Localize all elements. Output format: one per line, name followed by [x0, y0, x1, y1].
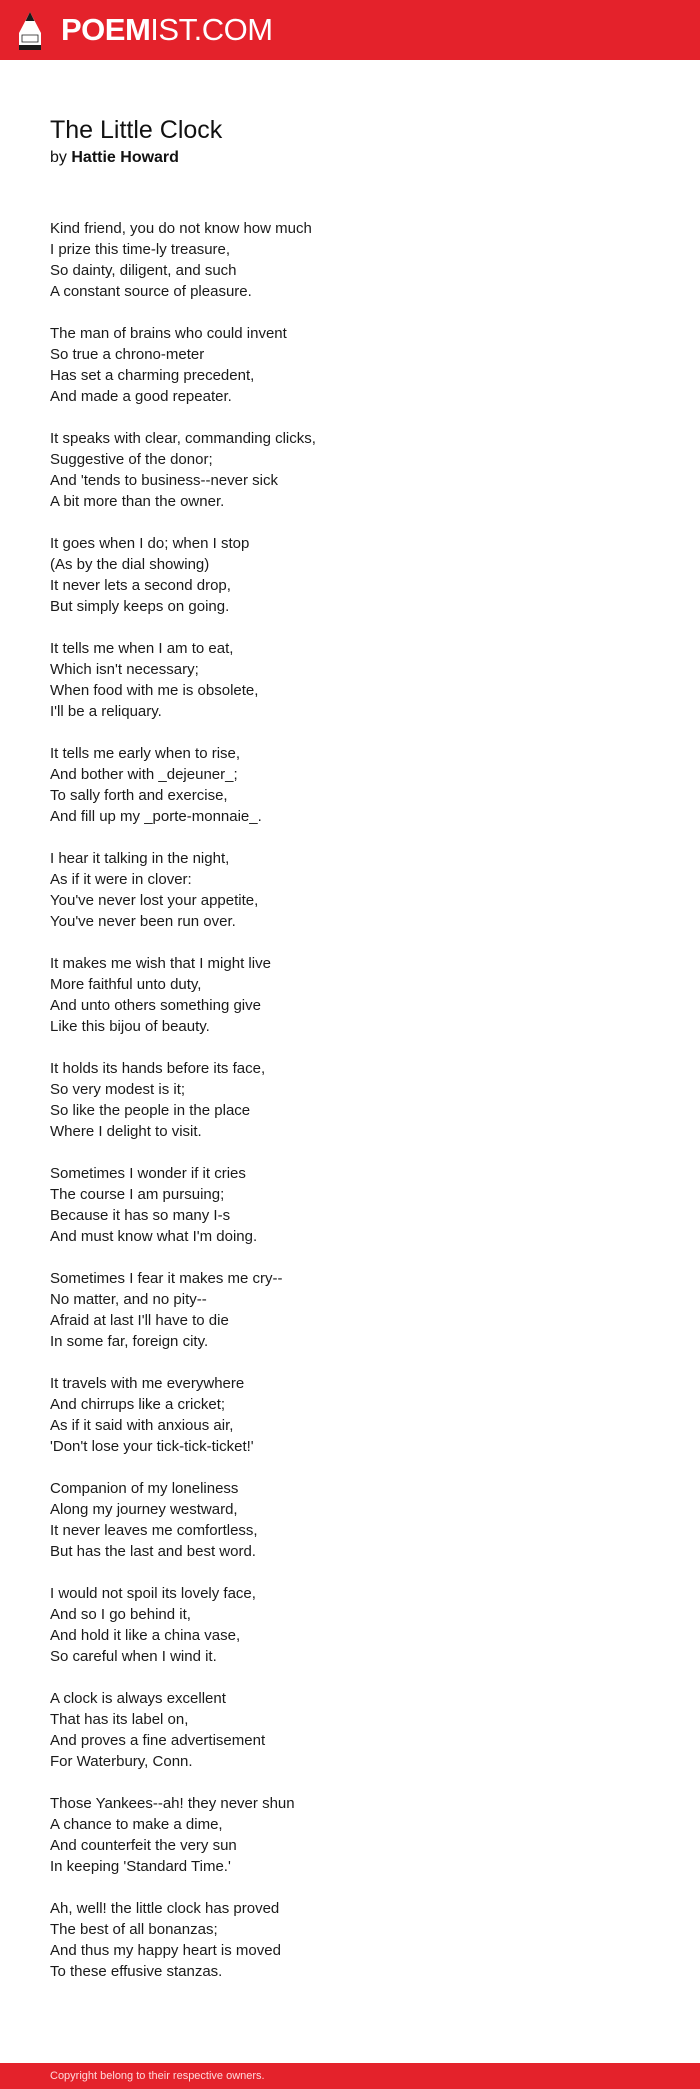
poem-line: You've never been run over. [50, 913, 236, 930]
poem-line: It never leaves me comfortless, [50, 1522, 258, 1539]
poem-line: Afraid at last I'll have to die [50, 1312, 229, 1329]
poem-line: As if it were in clover: [50, 871, 192, 888]
poem-line: So true a chrono-meter [50, 346, 205, 363]
poem-line: So careful when I wind it. [50, 1648, 217, 1665]
stanza [50, 1058, 650, 1142]
poem-line: I prize this time-ly treasure, [50, 241, 231, 258]
poem-line: As if it said with anxious air, [50, 1417, 234, 1434]
poem-line: And bother with _dejeuner_; [50, 766, 238, 783]
poem-line: And thus my happy heart is moved [50, 1942, 281, 1959]
poem-line: Ah, well! the little clock has proved [50, 1900, 280, 1917]
poem-line: It tells me when I am to eat, [50, 640, 234, 657]
poem-byline [50, 148, 179, 168]
poem-line: In some far, foreign city. [50, 1333, 209, 1350]
poem-line: Those Yankees--ah! they never shun [50, 1795, 295, 1812]
author-name: Hattie Howard [71, 149, 179, 166]
poem-line: The best of all bonanzas; [50, 1921, 218, 1938]
poem-line: Suggestive of the donor; [50, 451, 213, 468]
poem-line: (As by the dial showing) [50, 556, 210, 573]
by-label: by [50, 149, 67, 166]
poem-line: And must know what I'm doing. [50, 1228, 258, 1245]
poem-line: To these effusive stanzas. [50, 1963, 223, 1980]
poem-line: A constant source of pleasure. [50, 283, 252, 300]
poem-line: But simply keeps on going. [50, 598, 230, 615]
poem-line: Has set a charming precedent, [50, 367, 255, 384]
poem-line: And so I go behind it, [50, 1606, 191, 1623]
poem-line: The course I am pursuing; [50, 1186, 225, 1203]
poem-line: I'll be a reliquary. [50, 703, 162, 720]
poem-line: And unto others something give [50, 997, 261, 1014]
poem-line: It goes when I do; when I stop [50, 535, 250, 552]
stanza [50, 533, 650, 617]
poem-line: It travels with me everywhere [50, 1375, 245, 1392]
logo-light-text: IST.COM [150, 12, 273, 47]
stanza [50, 1793, 650, 1877]
stanza [50, 323, 650, 407]
stanza [50, 1688, 650, 1772]
poem-line: But has the last and best word. [50, 1543, 256, 1560]
poem-line: When food with me is obsolete, [50, 682, 259, 699]
poem-line: More faithful unto duty, [50, 976, 202, 993]
poem-line: Kind friend, you do not know how much [50, 220, 312, 237]
poem-line: A clock is always excellent [50, 1690, 226, 1707]
poem-line: Sometimes I fear it makes me cry-- [50, 1270, 283, 1287]
poem-title: The Little Clock [50, 116, 223, 144]
poem-line: A bit more than the owner. [50, 493, 225, 510]
copyright-text: Copyright belong to their respective owners. [50, 2070, 265, 2082]
poem-line: So like the people in the place [50, 1102, 251, 1119]
poem-line: So very modest is it; [50, 1081, 186, 1098]
poem-line: It holds its hands before its face, [50, 1060, 266, 1077]
poem-line: It never lets a second drop, [50, 577, 231, 594]
site-footer [0, 2063, 700, 2089]
poem-line: And proves a fine advertisement [50, 1732, 266, 1749]
pencil-logo-icon[interactable] [18, 11, 42, 51]
poem-line: You've never lost your appetite, [50, 892, 259, 909]
stanza [50, 848, 650, 932]
poem-line: And fill up my _porte-monnaie_. [50, 808, 262, 825]
poem-line: And chirrups like a cricket; [50, 1396, 226, 1413]
logo-bold-text: POEM [61, 12, 151, 47]
poem-line: I would not spoil its lovely face, [50, 1585, 256, 1602]
poem-line: And made a good repeater. [50, 388, 232, 405]
poem-line: Companion of my loneliness [50, 1480, 239, 1497]
poem-line: That has its label on, [50, 1711, 189, 1728]
poem-line: Along my journey westward, [50, 1501, 238, 1518]
poem-line: And hold it like a china vase, [50, 1627, 241, 1644]
poem-line: It makes me wish that I might live [50, 955, 271, 972]
stanza [50, 638, 650, 722]
stanza [50, 1898, 650, 1982]
poem-line: Where I delight to visit. [50, 1123, 202, 1140]
poem-line: No matter, and no pity-- [50, 1291, 207, 1308]
poem-line: Which isn't necessary; [50, 661, 199, 678]
stanza [50, 428, 650, 512]
poem-line: To sally forth and exercise, [50, 787, 228, 804]
stanza [50, 1268, 650, 1352]
stanza [50, 743, 650, 827]
poem-line: A chance to make a dime, [50, 1816, 223, 1833]
poem-line: Sometimes I wonder if it cries [50, 1165, 246, 1182]
stanza [50, 1478, 650, 1562]
poem-line: The man of brains who could invent [50, 325, 287, 342]
poem-line: Like this bijou of beauty. [50, 1018, 210, 1035]
site-logo[interactable] [61, 13, 273, 47]
stanza [50, 953, 650, 1037]
stanza [50, 1373, 650, 1457]
site-header [0, 0, 700, 60]
stanza [50, 218, 650, 302]
poem-line: And counterfeit the very sun [50, 1837, 237, 1854]
poem-line: It speaks with clear, commanding clicks, [50, 430, 316, 447]
poem-line: For Waterbury, Conn. [50, 1753, 193, 1770]
poem-line: It tells me early when to rise, [50, 745, 241, 762]
poem-line: In keeping 'Standard Time.' [50, 1858, 231, 1875]
poem-line: So dainty, diligent, and such [50, 262, 237, 279]
poem-line: And 'tends to business--never sick [50, 472, 278, 489]
poem-line: I hear it talking in the night, [50, 850, 230, 867]
poem-body [50, 218, 650, 2003]
stanza [50, 1583, 650, 1667]
poem-line: Because it has so many I-s [50, 1207, 231, 1224]
stanza [50, 1163, 650, 1247]
poem-line: 'Don't lose your tick-tick-ticket!' [50, 1438, 254, 1455]
